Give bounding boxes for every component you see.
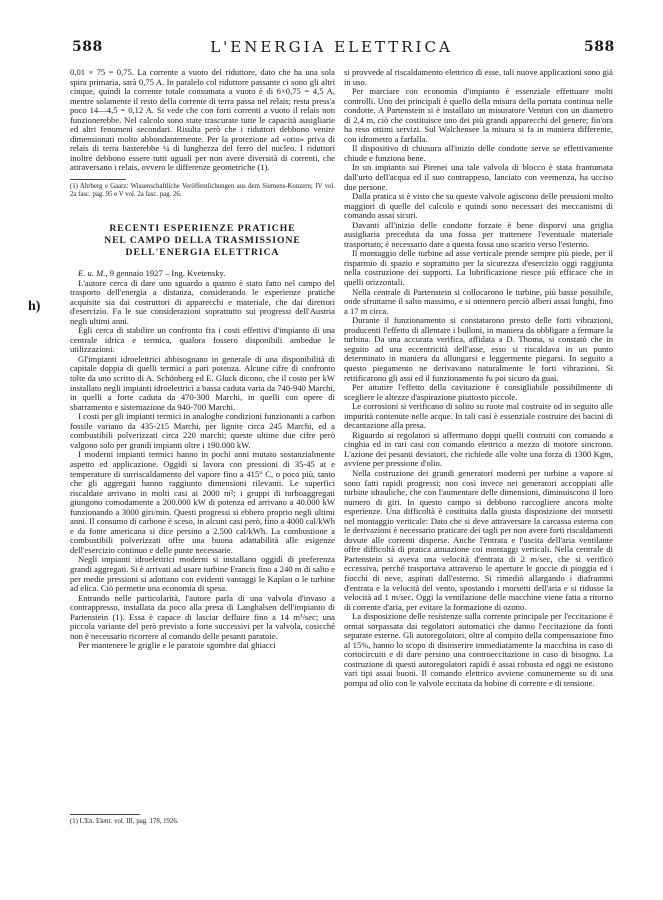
article-title [70,223,335,259]
intro-paragraph: 0,01 × 75 = 0,75. La corrente a vuoto del riduttore, dato che ha una sola spira primaria, sarà 0,75 A. In paralelo col riduttore passante ci sono gli altri cinque, quindi la corrente totale consumata a vuoto è di 6×0,75 = 4,5 A, mentre solamente il resto della corrente di terra passa nel relais; resta press'a poco 14—4,5 = 0,12 A. Si vede che con forti correnti a vuoto il relais non funzionerebbe. Nel calcolo sono state trascurate tutte le capacità ausigliarie ed altri fenomeni secondari. Risulta però che i riduttori debbono venire dimensionati molto abbondantemente. Per la protezione ad «otto» priva di relais di terra basterebbe ¼ di lunghezza del ferro del nucleo. I riduttori inoltre debbono essere tutti uguali per non avere diversità di correnti, che attraversano i relais, ovvero le differenze geometriche (1). [70,67,335,173]
body-paragraph: Riguardo ai regolatori si affermano doppi quelli costruiti con comando a cinghia ed in rari casi con comando elettrico a mezzo di motore sincrono. L'azione dei pesanti deviatori, che richiede alle volte una forza di 1300 Kgm, avviene per pressione d'olio. [344,429,613,469]
right-column [344,68,613,689]
body-paragraph: Egli cerca di stabilire un confronto fra i costi effettivi d'impianto di una centrale idrica e termica, qualora fossero disponibili ambedue le utilizzazioni. [70,325,335,355]
footnote-rule [70,179,126,180]
body-paragraph: Le corrosioni si verificano di solito su ruote mal costruite od in seguito alle impurità contenute nelle acque. In tali casi è essenziale costruire dei bacini di decantazione alla presa. [344,401,613,431]
footnote-top: (1) Ahrberg e Gaarz: Wissenschaftliche Veröffentlichungen aus dem Siemens-Konzern; IV vol. 2a fasc. pag. 95 e V vol. 2a fasc. pag. 26. [70,183,335,199]
body-paragraph: L'autore cerca di dare uno sguardo a quanto è stato fatto nel campo del trasporto dell'energia a distanza, considerando le esperienze pratiche acquisite sia dai costruttori di apparecchi e materiale, che dai direttori d'esercizio. Fa le sue considerazioni soprattutto sui progressi dell'Austria negli ultimi anni. [70,277,335,326]
body-paragraph: Entrando nelle particolarità, l'autore parla di una valvola d'invaso a contrappresso, installata da poco alla presa di Langhalsen dell'impianto di Partenstein (1). Essa è capace di lasciar defluire fino a 14 m³/sec; una piccola variante del però previsto a forte successivi per la valvola, cosicché non è necessario ricorrere al comando delle pesanti paratoie. [70,592,335,641]
page-number-left: 588 [72,39,103,55]
page-number-right: 588 [584,39,615,55]
body-paragraph: Per mantenere le griglie e le paratoie sgombre dai ghiacci [78,640,276,651]
margin-section-mark: h) [28,299,41,314]
body-paragraph: Per marciare con economia d'impianto è essenziale effettuare molti controlli. Uno dei principali è quello della misura della portata continua nelle condotte. A Partenstein si è installato un misuratore Venturi con un diametro di 2,4 m, ciò che costituisce uno dei più grandi apparecchi del genere; fin'ora ha reso ottimi servizi. Sul Walchensee la misura si fa in maniera differente, con idrometro a farfalla. [344,86,613,144]
footnote-bottom: (1) L'En. Elettr. vol. III, pag. 178, 1926. [70,818,179,825]
journal-title: L'ENERGIA ELETTRICA [210,38,453,56]
body-paragraph: I costi per gli impianti termici in analoghe condizioni funzionanti a carbon fossile variano da 435-215 Marchi, per lignite circa 245 Marchi, ed a combustibili polverizzati circa 220 marchi; queste ultime due cifre però valgono solo per grandi impianti oltre i 190.000 kW. [70,411,335,450]
body-paragraph: Negli impianti idroelettrici moderni si installano oggidì di preferenza grandi aggregati. Si è arrivati ad usare turbine Francis fino a 240 m di salto e per medie pressioni si adottano con evidenti vantaggi le Kaplan o le turbine ad elica. Ciò permette una economia di spesa. [70,554,335,594]
article-title-line-2: NEL CAMPO DELLA TRASMISSIONE [104,235,301,247]
body-paragraph: Durante il funzionamento si constatarono presto delle forti vibrazioni, producenti l'effetto di allentare i bulloni, in maniera da obbligare a fermare la turbina. Da una accurata verifica, affidata a D. Thoma, si constatò che in seguito ad una eccentricità dell'asse, esso si riscaldava in un punto determinato in maniera da allungarsi e leggermente piegarsi. In seguito a questo piegamento ne derivavano naturalmente le forti vibrazioni. Si rettificarono gli assi ed il funzionamento fu poi sicuro da guai. [344,315,613,383]
body-paragraph: Il dispositivo di chiusura all'inizio delle condotte serve se effettivamente chiude e funziona bene. [344,143,613,163]
left-column [70,68,335,651]
article-title-line-1: RECENTI ESPERIENZE PRATICHE [109,223,296,235]
footnote-rule-bottom [70,814,140,815]
body-paragraph: I moderni impianti termici hanno in pochi anni mutato sostanzialmente aspetto ed applicazione. Oggidì si lavora con pressioni di 35-45 at e temperature di surriscaldamento del vapore fino a 415° C, o poco più, tanto che gli aggregati hanno raggiunto dimensioni rilevanti. Le superfici riscaldate arrivano in molti casi ai 2000 m²; i gruppi di turboaggregati giungono comodamente a 200.000 kW di potenza ed arrivano a 40.000 kW funzionando a 3000 giri/min. Questi progressi si ebbero proprio negli ultimi anni. Il consumo di carbone è sceso, in alcuni casi però, fino a 4000 cal/kWh e da fonte americana si dice persino a 2.500 cal/kWh. La combustione a combustibili polverizzati offre una buona adattabilità alle esigenze dell'esercizio continuo e delle punte necessarie. [70,449,335,555]
byline-source: E. u. M. [78,268,106,279]
body-paragraph: Dalla pratica si è visto che su queste valvole agiscono delle pressioni molto maggiori di quelle del calcolo e quindi sono necessari dei meccanismi di comando assai sicuri. [344,191,613,221]
left-footnote-block [70,814,335,826]
body-paragraph: Davanti all'inizio delle condotte forzate è bene disporvi una griglia ausigliaria preceduta da una fossa per trattenere l'eventuale materiale trasportato; è necessario dare a questa fossa uno scarico verso l'esterno. [344,219,613,249]
byline-rest: , 9 gennaio 1927 – Ing. Kvetensky. [105,268,226,279]
body-paragraph: si provvede al riscaldamento elettrico di esse, tali nuove applicazioni sono già in uso. [344,67,613,87]
body-paragraph: Per attutire l'effetto della cavitazione è consigliabile possibilmente di scegliere le altezze d'aspirazione piuttosto piccole. [344,382,613,402]
article-title-line-3: DELL'ENERGIA ELETTRICA [125,247,280,259]
body-paragraph: La disposizione delle resistenze sulla corrente principale per l'eccitazione è ormai sorpassata dai regolatori automatici che danno l'eccitazione da fonti separate esterne. Gli autoregolatori, oltre al compito della compensazione fino al 15%, hanno lo scopo di disinserire immediatamente la macchina in caso di cortocircuiti e di dare persino una controeccitazione in caso di bisogno. La costruzione di questi autoregolatori rapidi è assai robusta ed oggi ne esistono vari tipi assai buoni. Il comando elettrico avviene comunemente su di una pompa ad olio con le valvole eccitata da bobine di corrente e di tensione. [344,611,613,688]
body-paragraph: Nella costruzione dei grandi generatori moderni per turbine a vapore si sono fatti rapidi progressi; non così invece nei generatori accoppiati alle turbine idrauliche, che con l'aumentare delle dimensioni, diminuiscono il loro numero di giri. In questo campo si debbono raccogliere ancora molte esperienze. Una difficoltà è costituita dalla giusta disposizione dei morsetti nel montaggio verticale: Dato che si deve attraversare la carcassa esterna con le derivazioni è necessario praticare dei tagli per non avere forti riscaldamenti dovute alle correnti disperse. Anche l'entrata e l'uscita dell'aria ventilante offre difficoltà di pratica attuazione coi montaggi verticali. Nella centrale di Partenstein si aveva una velocità d'entrata di 2 m/sec, che si verificò eccessiva, perché trasportava attraverso le aperture le goccie di pioggia ed i fiocchi di neve, aspirati dall'esterno. Si rimediò allargando i diaframmi d'entrata e la velocità del vento, spostando i morsetti dell'aria e si ridusse la velocità ad 1 m/sec. Oggi la ventilazione delle macchine viene fatta a ritorno di corrente d'aria, per evitare la formazione di ozono. [344,467,613,612]
body-paragraph: In un impianto sui Pirenei una tale valvola di blocco è stata frantumata dall'urto dell'acqua ed il suo contrappeso, lanciato con veemenza, ha ucciso due persone. [344,162,613,192]
body-paragraph: Gl'impianti idroelettrici abbisognano in generale di una disponibilità di capitale doppia di quelli termici a pari potenza. Alcune cifre di confronto tolte da uno scritto di A. Schönberg ed E. Gluck dicono, che il costo per kW installato negli impianti idroelettrici a bassa caduta varia da 740-940 Marchi, in quelli a forte caduta da 470-300 Marchi, in quelli con opere di sbarramento e sistemazione da 940-700 Marchi. [70,353,335,412]
body-paragraph: Nella centrale di Partenstein si collocarono le turbine, più basse possibile, onde sfruttarne il salto massimo, e si ottennero perciò alberi assai lunghi, fino a 17 m circa. [344,286,613,316]
body-paragraph: Il montaggio delle turbine ad asse verticale prende sempre più piede, per il risparmio di spazio e soprattutto per la sicurezza d'esercizio oggi raggiunta nella costruzione dei supporti. La lubrificazione riesce più efficace che in quelli orizzontali. [344,248,613,288]
